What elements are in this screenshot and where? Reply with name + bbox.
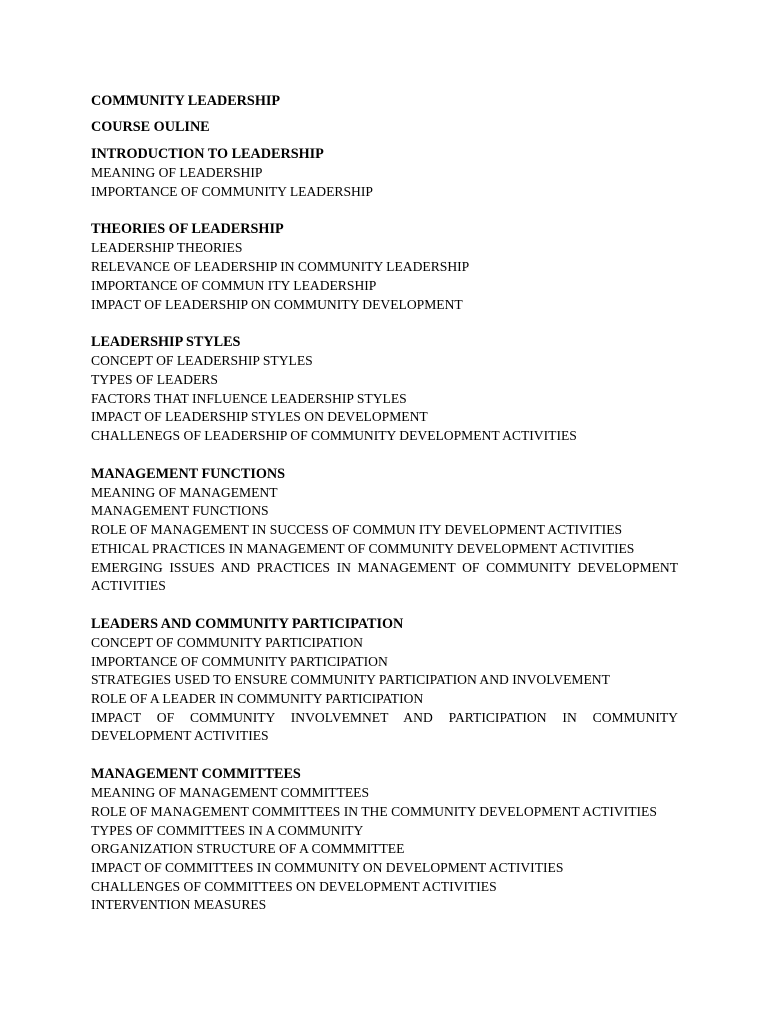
topic-item: ROLE OF MANAGEMENT COMMITTEES IN THE COMMUNITY DEVELOPMENT ACTIVITIES	[91, 803, 657, 819]
topic-item: IMPORTANCE OF COMMUNITY LEADERSHIP	[91, 183, 373, 199]
topic-item: IMPACT OF COMMUNITY INVOLVEMNET AND PARTICIPATION IN COMMUNITY DEVELOPMENT ACTIVITIES	[91, 709, 678, 744]
outline-sections	[91, 145, 678, 915]
document-page	[91, 92, 678, 915]
section-heading: LEADERSHIP STYLES	[91, 334, 241, 351]
topic-item: IMPACT OF LEADERSHIP STYLES ON DEVELOPMENT	[91, 409, 428, 425]
outline-section	[91, 333, 678, 446]
outline-section	[91, 145, 678, 201]
document-subtitle: COURSE OULINE	[91, 119, 210, 135]
topic-item: MEANING OF MANAGEMENT	[91, 484, 278, 500]
section-heading: MANAGEMENT FUNCTIONS	[91, 465, 286, 482]
topic-item: IMPORTANCE OF COMMUN ITY LEADERSHIP	[91, 277, 377, 293]
topic-item: FACTORS THAT INFLUENCE LEADERSHIP STYLES	[91, 390, 407, 406]
topic-item: MEANING OF LEADERSHIP	[91, 165, 263, 180]
topic-item: RELEVANCE OF LEADERSHIP IN COMMUNITY LEADERSHIP	[91, 259, 470, 275]
topic-item: IMPORTANCE OF COMMUNITY PARTICIPATION	[91, 653, 388, 669]
topic-item: IMPACT OF COMMITTEES IN COMMUNITY ON DEVELOPMENT ACTIVITIES	[91, 859, 564, 875]
topic-item: CONCEPT OF LEADERSHIP STYLES	[91, 353, 313, 369]
topic-item: ORGANIZATION STRUCTURE OF A COMMMITTEE	[91, 841, 405, 857]
topic-item: CHALLENGES OF COMMITTEES ON DEVELOPMENT ACTIVITIES	[91, 878, 497, 894]
outline-section	[91, 465, 678, 596]
topic-item: ETHICAL PRACTICES IN MANAGEMENT OF COMMUNITY DEVELOPMENT ACTIVITIES	[91, 540, 635, 556]
topic-item: MEANING OF MANAGEMENT COMMITTEES	[91, 785, 370, 801]
topic-item: STRATEGIES USED TO ENSURE COMMUNITY PARTICIPATION AND INVOLVEMENT	[91, 672, 610, 688]
topic-item: ROLE OF A LEADER IN COMMUNITY PARTICIPATION	[91, 691, 424, 707]
outline-section	[91, 765, 678, 915]
section-heading: INTRODUCTION TO LEADERSHIP	[91, 146, 324, 162]
topic-item: INTERVENTION MEASURES	[91, 897, 267, 913]
section-heading: THEORIES OF LEADERSHIP	[91, 221, 284, 238]
outline-section	[91, 220, 678, 314]
topic-item: MANAGEMENT FUNCTIONS	[91, 503, 269, 519]
topic-item: CHALLENEGS OF LEADERSHIP OF COMMUNITY DEVELOPMENT ACTIVITIES	[91, 428, 577, 444]
topic-item: ROLE OF MANAGEMENT IN SUCCESS OF COMMUN ITY DEVELOPMENT ACTIVITIES	[91, 522, 623, 538]
outline-section	[91, 615, 678, 746]
topic-item: TYPES OF LEADERS	[91, 371, 218, 387]
section-heading: LEADERS AND COMMUNITY PARTICIPATION	[91, 615, 404, 632]
topic-item: EMERGING ISSUES AND PRACTICES IN MANAGEMENT OF COMMUNITY DEVELOPMENT ACTIVITIES	[91, 559, 678, 594]
topic-item: TYPES OF COMMITTEES IN A COMMUNITY	[91, 822, 364, 838]
section-heading: MANAGEMENT COMMITTEES	[91, 766, 301, 783]
topic-item: IMPACT OF LEADERSHIP ON COMMUNITY DEVELOPMENT	[91, 296, 463, 312]
document-title: COMMUNITY LEADERSHIP	[91, 93, 281, 109]
topic-item: LEADERSHIP THEORIES	[91, 240, 243, 256]
topic-item: CONCEPT OF COMMUNITY PARTICIPATION	[91, 634, 363, 650]
